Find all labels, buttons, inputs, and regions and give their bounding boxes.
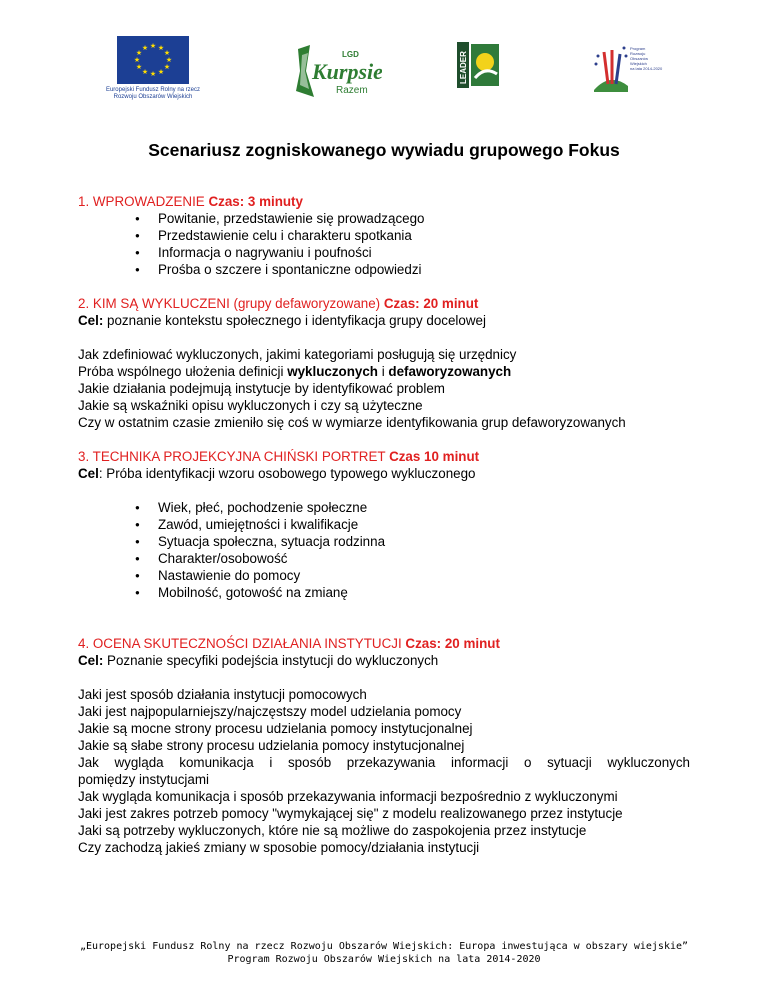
- svg-text:★: ★: [149, 43, 157, 50]
- goal-text: : Próba identyfikacji wzoru osobowego typowego wykluczonego: [98, 466, 476, 481]
- eu-flag-icon: [117, 36, 189, 84]
- footer-line-1: „Europejski Fundusz Rolny na rzecz Rozwoju Obszarów Wiejskich: Europa inwestująca w obszary wiejskie”: [79, 941, 689, 952]
- svg-text:★: ★: [163, 64, 171, 71]
- document-body: [78, 138, 690, 856]
- svg-text:★: ★: [157, 45, 165, 52]
- list-item: ● Wiek, płeć, pochodzenie społeczne: [78, 499, 690, 516]
- section-4-time: Czas: 20 minut: [405, 636, 500, 651]
- list-item: ● Sytuacja społeczna, sytuacja rodzinna: [78, 533, 690, 550]
- eu-logo: [100, 36, 206, 101]
- prow-caption-line: Obszarów: [630, 56, 649, 61]
- svg-text:★: ★: [149, 71, 157, 78]
- list-item: ● Zawód, umiejętności i kwalifikacje: [78, 516, 690, 533]
- goal-text: poznanie kontekstu społecznego i identyfikacja grupy docelowej: [103, 313, 486, 328]
- section-2-heading: [78, 295, 690, 312]
- list-item: ● Informacja o nagrywaniu i poufności: [78, 244, 690, 261]
- prow-caption-line: na lata 2014-2020: [630, 66, 663, 71]
- eu-caption-line-2: Rozwoju Obszarów Wiejskich: [113, 94, 193, 100]
- list-item: ● Przedstawienie celu i charakteru spotkania: [78, 227, 690, 244]
- section-2-line: [78, 363, 690, 380]
- section-4-line: pomiędzy instytucjami: [78, 772, 209, 787]
- section-4-line: Jaki jest najpopularniejszy/najczęstszy model udzielania pomocy: [78, 704, 462, 719]
- section-3-time: Czas 10 minut: [389, 449, 480, 464]
- section-4-heading: [78, 635, 690, 652]
- section-1-heading-text: 1. WPROWADZENIE: [78, 194, 205, 209]
- list-item: ● Charakter/osobowość: [78, 550, 690, 567]
- lgd-small-text: LGD: [342, 50, 359, 59]
- goal-label: Cel:: [78, 653, 104, 668]
- svg-text:★: ★: [141, 69, 149, 76]
- lgd-kurpsie-logo: [290, 41, 382, 101]
- svg-text:★: ★: [163, 50, 171, 57]
- section-2-goal: [78, 312, 690, 329]
- text-fragment: i: [377, 364, 389, 379]
- list-item: ● Prośba o szczere i spontaniczne odpowiedzi: [78, 261, 690, 278]
- leader-logo: [457, 42, 499, 88]
- section-2-line: Jakie są wskaźniki opisu wykluczonych i czy są użyteczne: [78, 398, 423, 413]
- section-3-bullet-list: [78, 499, 690, 601]
- svg-text:★: ★: [157, 69, 165, 76]
- bold-term: wykluczonych: [287, 364, 378, 379]
- bold-term: defaworyzowanych: [388, 364, 512, 379]
- section-2-line: Czy w ostatnim czasie zmieniło się coś w wymiarze identyfikowania grup defaworyzowanych: [78, 415, 626, 430]
- goal-text: Poznanie specyfiki podejścia instytucji do wykluczonych: [103, 653, 439, 668]
- section-1-heading: [78, 193, 690, 210]
- prow-caption-line: Rozwoju: [630, 51, 646, 56]
- goal-label: Cel:: [78, 313, 104, 328]
- svg-text:★: ★: [135, 64, 143, 71]
- prow-caption-line: Program: [630, 46, 646, 51]
- leader-text: LEADER: [459, 51, 468, 84]
- svg-text:★: ★: [165, 57, 173, 64]
- section-2-time: Czas: 20 minut: [383, 296, 479, 311]
- section-4-line: Jaki jest sposób działania instytucji pomocowych: [78, 687, 367, 702]
- section-4-line: Jaki jest zakres potrzeb pomocy "wymykającej się" z modelu realizowanego przez instytucje: [78, 806, 623, 821]
- section-4-line: Jaki są potrzeby wykluczonych, które nie są możliwe do zaspokojenia przez instytucje: [78, 823, 587, 838]
- footer-line-2: Program Rozwoju Obszarów Wiejskich na lata 2014-2020: [227, 954, 541, 965]
- section-4-line: Czy zachodzą jakieś zmiany w sposobie pomocy/działania instytucji: [78, 840, 480, 855]
- page-title: Scenariusz zogniskowanego wywiadu grupowego Fokus: [148, 140, 620, 160]
- section-3-heading: [78, 448, 690, 465]
- svg-text:★: ★: [135, 50, 143, 57]
- section-1-bullet-list: [78, 210, 690, 278]
- text-fragment: Próba wspólnego ułożenia definicji: [78, 364, 288, 379]
- section-2-heading-text: 2. KIM SĄ WYKLUCZENI (grupy defaworyzowane): [78, 296, 381, 311]
- prow-emblem-icon: [590, 42, 630, 92]
- svg-text:★: ★: [133, 57, 141, 64]
- section-3-heading-text: 3. TECHNIKA PROJEKCYJNA CHIŃSKI PORTRET: [78, 449, 386, 464]
- section-4-goal: [78, 652, 690, 669]
- list-item: ● Powitanie, przedstawienie się prowadzącego: [78, 210, 690, 227]
- eu-caption-line-1: Europejski Fundusz Rolny na rzecz: [105, 87, 201, 93]
- list-item: ● Nastawienie do pomocy: [78, 567, 690, 584]
- section-2-line: Jakie działania podejmują instytucje by identyfikować problem: [78, 381, 445, 396]
- prow-caption: [630, 46, 670, 71]
- section-4-line: Jak wygląda komunikacja i sposób przekazywania informacji o sytuacji wykluczonych: [78, 755, 690, 770]
- page-footer: [0, 940, 768, 966]
- section-2-line: Jak zdefiniować wykluczonych, jakimi kategoriami posługują się urzędnicy: [78, 347, 517, 362]
- section-4-heading-text: 4. OCENA SKUTECZNOŚCI DZIAŁANIA INSTYTUCJI: [78, 636, 402, 651]
- prow-logo: [590, 42, 670, 92]
- section-4-line: Jak wygląda komunikacja i sposób przekazywania informacji bezpośrednio z wykluczonymi: [78, 789, 618, 804]
- lgd-sub-text: Razem: [336, 85, 368, 96]
- section-1-time: Czas: 3 minuty: [208, 194, 303, 209]
- logo-bar: [0, 36, 768, 116]
- eu-caption: [100, 87, 206, 101]
- goal-label: Cel: [78, 466, 99, 481]
- section-3-goal: [78, 465, 690, 482]
- section-4-line: Jakie są mocne strony procesu udzielania pomocy instytucjonalnej: [78, 721, 473, 736]
- list-item: ● Mobilność, gotowość na zmianę: [78, 584, 690, 601]
- svg-text:★: ★: [141, 45, 149, 52]
- section-4-line: Jakie są słabe strony procesu udzielania pomocy instytucjonalnej: [78, 738, 465, 753]
- prow-caption-line: Wiejskich: [630, 61, 647, 66]
- lgd-name-text: Kurpsie: [312, 59, 382, 84]
